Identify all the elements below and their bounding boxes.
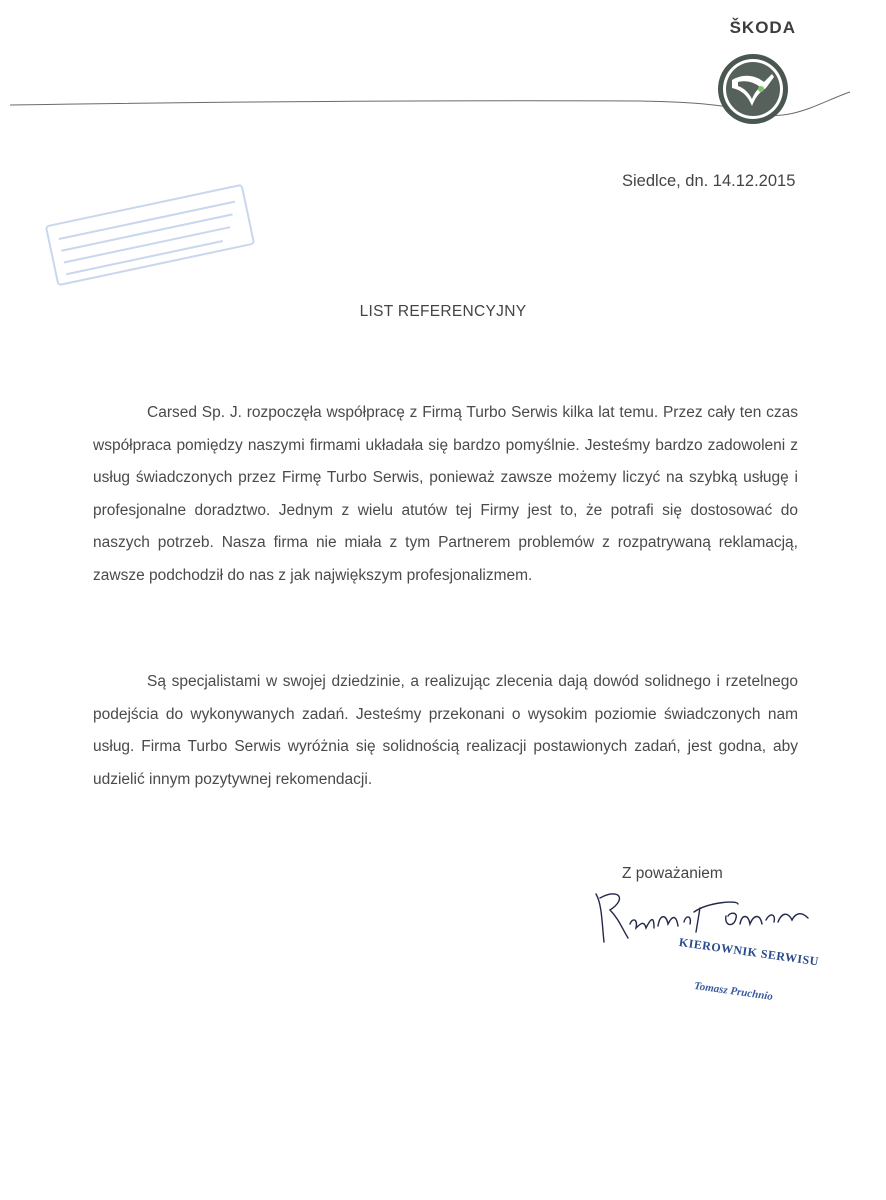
letter-date: Siedlce, dn. 14.12.2015: [622, 172, 796, 190]
company-stamp: [40, 180, 260, 290]
signature-stamp-name: Tomasz Pruchnio: [693, 980, 774, 1003]
closing-salutation: Z poważaniem: [622, 865, 723, 882]
body-paragraph-2: Są specjalistami w swojej dziedzinie, a realizując zlecenia dają dowód solidnego i rzetelnego podejścia do wykonywanych zadań. Jesteśmy przekonani o wysokim poziomie świadczonych nam usług. Firma Turbo Serwis wyróżnia się solidnością realizacji postawionych zadań, jest godna, aby udzielić innym pozytywnej rekomendacji.: [93, 673, 798, 788]
brand-wordmark: ŠKODA: [729, 18, 796, 37]
body-paragraph-1: Carsed Sp. J. rozpoczęła współpracę z Firmą Turbo Serwis kilka lat temu. Przez cały ten czas współpraca pomiędzy naszymi firmami układała się bardzo pomyślnie. Jesteśmy bardzo zadowoleni z usług świadczonych przez Firmę Turbo Serwis, ponieważ zawsze możemy liczyć na szybką usługę i profesjonalne doradztwo. Jednym z wielu atutów tej Firmy jest to, że potrafi się dostosować do naszych potrzeb. Nasza firma nie miała z tym Partnerem problemów z rozpatrywaną reklamacją, zawsze podchodził do nas z jak największym profesjonalizmem.: [93, 404, 798, 584]
signature-stamp-role: KIEROWNIK SERWISU: [678, 935, 820, 969]
skoda-logo-icon: [714, 50, 792, 128]
letter-title: LIST REFERENCYJNY: [359, 303, 527, 320]
